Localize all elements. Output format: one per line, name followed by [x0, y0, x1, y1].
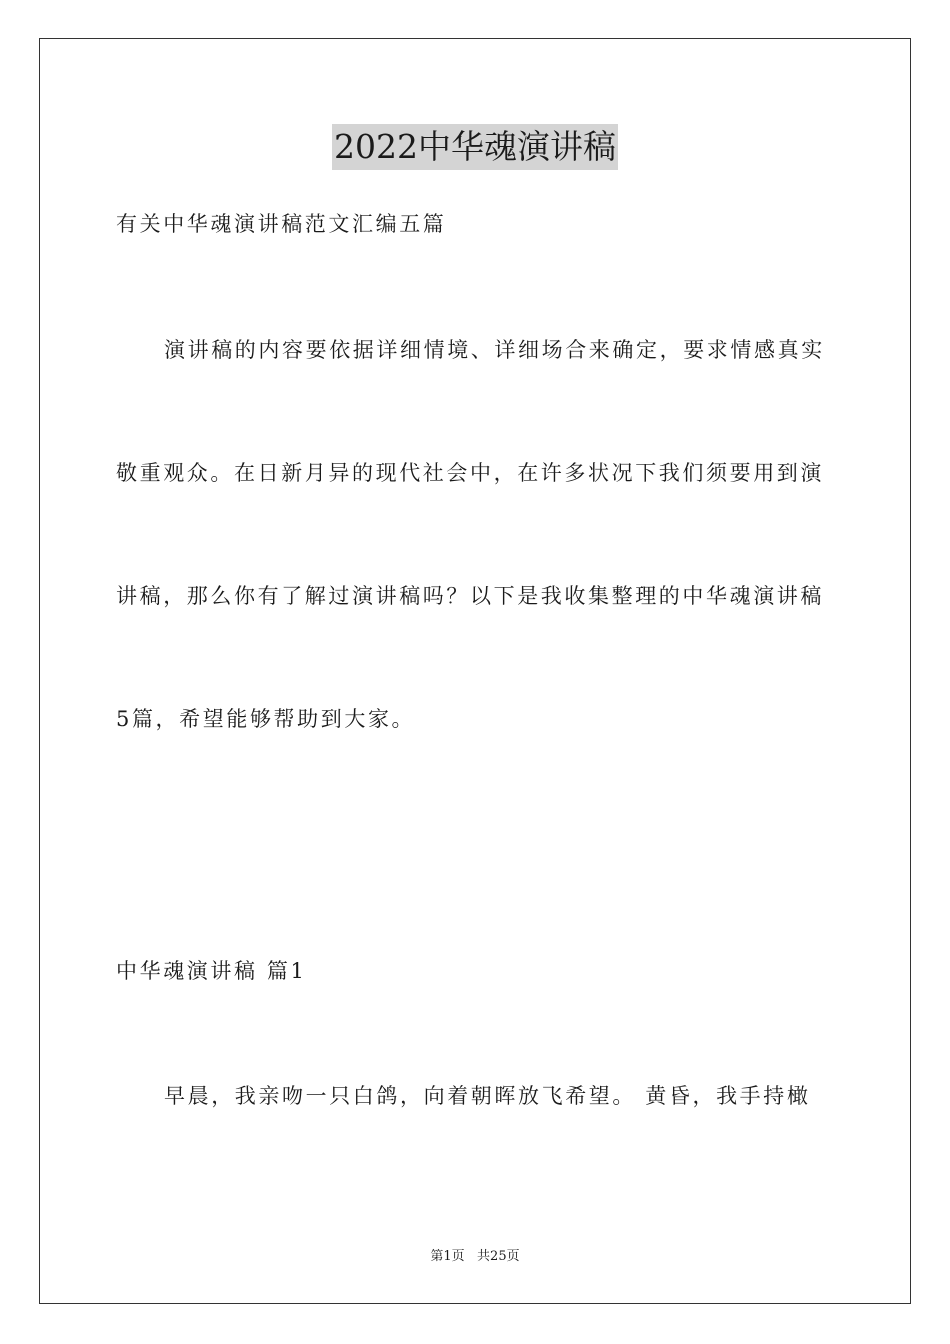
title-container [0, 124, 950, 170]
intro-line-4: 5篇，希望能够帮助到大家。 [116, 707, 416, 731]
document-title: 2022中华魂演讲稿 [332, 124, 618, 170]
intro-line-1: 演讲稿的内容要依据详细情境、详细场合来确定，要求情感真实 [164, 338, 825, 362]
intro-line-2: 敬重观众。在日新月异的现代社会中，在许多状况下我们须要用到演 [116, 461, 824, 485]
section-heading: 中华魂演讲稿 篇1 [116, 959, 307, 983]
document-subtitle: 有关中华魂演讲稿范文汇编五篇 [116, 212, 447, 236]
page-footer: 第1页 共25页 [430, 1249, 520, 1264]
intro-line-3: 讲稿，那么你有了解过演讲稿吗？以下是我收集整理的中华魂演讲稿 [116, 584, 824, 608]
section-line-1: 早晨，我亲吻一只白鸽，向着朝晖放飞希望。 黄昏，我手持橄 [164, 1084, 811, 1108]
